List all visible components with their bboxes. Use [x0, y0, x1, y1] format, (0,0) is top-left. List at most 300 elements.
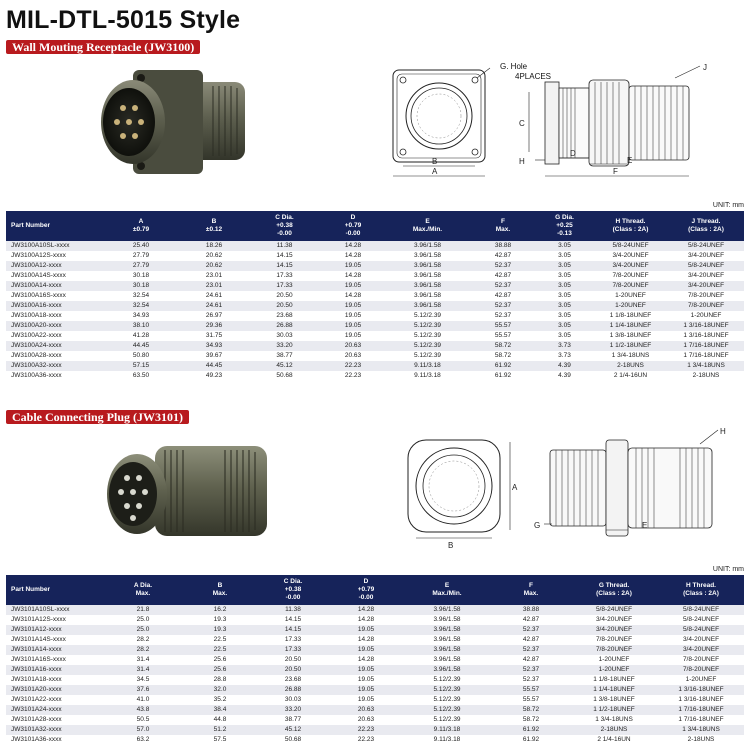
- col-header-d: D +0.79 -0.00: [321, 211, 385, 241]
- plug-table-body: [6, 605, 744, 745]
- table-cell: 3.96/1.58: [385, 251, 470, 261]
- table-row: [6, 625, 744, 635]
- table-cell: 5.12/2.39: [385, 331, 470, 341]
- table-cell: 3.05: [536, 291, 593, 301]
- table-cell: 55.57: [492, 685, 570, 695]
- table-cell: 25.0: [102, 615, 184, 625]
- part-number-cell: JW3100A36-xxxx: [6, 371, 102, 381]
- table-cell: 14.28: [330, 605, 402, 615]
- table-cell: 52.37: [492, 645, 570, 655]
- table-cell: 61.92: [470, 371, 536, 381]
- table-cell: 21.8: [102, 605, 184, 615]
- table-cell: 33.20: [248, 341, 321, 351]
- table-cell: 17.33: [248, 271, 321, 281]
- table-cell: 1-20UNEF: [570, 655, 658, 665]
- col-header-e: E Max./Min.: [402, 575, 492, 605]
- table-row: [6, 605, 744, 615]
- table-cell: 23.68: [256, 675, 330, 685]
- col-header-d: D +0.79 -0.00: [330, 575, 402, 605]
- table-cell: 1 1/2-18UNEF: [570, 705, 658, 715]
- table-cell: 24.61: [180, 291, 248, 301]
- table-row: [6, 341, 744, 351]
- table-cell: 22.23: [321, 371, 385, 381]
- table-cell: 14.28: [321, 271, 385, 281]
- table-cell: 58.72: [470, 351, 536, 361]
- table-cell: 3.05: [536, 241, 593, 251]
- table-cell: 1 3/16-18UNEF: [668, 331, 744, 341]
- table-cell: 2-18UNS: [593, 361, 668, 371]
- table-cell: 38.88: [470, 241, 536, 251]
- table-cell: 2-18UNS: [570, 725, 658, 735]
- table-cell: 1 3/4-18UNS: [593, 351, 668, 361]
- table-cell: 52.37: [492, 625, 570, 635]
- receptacle-spec-table: [6, 211, 744, 381]
- plug-unit-label: UNIT: mm: [712, 566, 744, 573]
- table-cell: 5.12/2.39: [402, 705, 492, 715]
- table-cell: 19.05: [321, 301, 385, 311]
- table-cell: 3.96/1.58: [385, 261, 470, 271]
- table-cell: 19.05: [330, 645, 402, 655]
- table-cell: 52.37: [470, 301, 536, 311]
- table-cell: 30.03: [248, 331, 321, 341]
- table-cell: 20.50: [256, 665, 330, 675]
- col-header-f: F Max.: [492, 575, 570, 605]
- table-cell: 2-18UNS: [658, 735, 744, 745]
- table-row: [6, 685, 744, 695]
- table-row: [6, 361, 744, 371]
- table-cell: 7/8-20UNEF: [593, 281, 668, 291]
- table-cell: 52.37: [470, 311, 536, 321]
- table-cell: 3.96/1.58: [402, 655, 492, 665]
- col-header-j: J Thread. (Class : 2A): [668, 211, 744, 241]
- part-number-cell: JW3101A12S-xxxx: [6, 615, 102, 625]
- table-cell: 3.05: [536, 271, 593, 281]
- table-cell: 61.92: [492, 725, 570, 735]
- table-cell: 3.96/1.58: [402, 645, 492, 655]
- table-cell: 3.96/1.58: [385, 271, 470, 281]
- table-cell: 14.15: [256, 615, 330, 625]
- table-cell: 3.96/1.58: [385, 241, 470, 251]
- table-cell: 1 7/16-18UNEF: [668, 351, 744, 361]
- table-row: [6, 261, 744, 271]
- table-cell: 14.28: [321, 291, 385, 301]
- table-row: [6, 725, 744, 735]
- part-number-cell: JW3100A14-xxxx: [6, 281, 102, 291]
- table-cell: 17.33: [256, 645, 330, 655]
- dim-label-4places: 4PLACES: [515, 72, 552, 81]
- table-cell: 3.73: [536, 341, 593, 351]
- table-cell: 5.12/2.39: [402, 695, 492, 705]
- table-cell: 1 3/16-18UNEF: [668, 321, 744, 331]
- part-number-cell: JW3101A14-xxxx: [6, 645, 102, 655]
- table-cell: 63.2: [102, 735, 184, 745]
- table-cell: 4.39: [536, 371, 593, 381]
- table-cell: 19.05: [330, 695, 402, 705]
- part-number-cell: JW3101A18-xxxx: [6, 675, 102, 685]
- table-cell: 44.45: [102, 341, 180, 351]
- table-cell: 25.6: [184, 665, 256, 675]
- table-row: [6, 251, 744, 261]
- table-cell: 3.96/1.58: [402, 605, 492, 615]
- table-cell: 25.40: [102, 241, 180, 251]
- table-cell: 20.50: [256, 655, 330, 665]
- table-cell: 58.72: [492, 715, 570, 725]
- table-cell: 42.87: [470, 271, 536, 281]
- table-cell: 25.0: [102, 625, 184, 635]
- table-cell: 11.38: [248, 241, 321, 251]
- table-cell: 1 7/16-18UNEF: [658, 705, 744, 715]
- table-row: [6, 271, 744, 281]
- table-cell: 9.11/3.18: [385, 371, 470, 381]
- part-number-cell: JW3100A32-xxxx: [6, 361, 102, 371]
- table-cell: 1 1/4-18UNEF: [593, 321, 668, 331]
- table-row: [6, 321, 744, 331]
- table-cell: 44.45: [180, 361, 248, 371]
- table-cell: 26.88: [256, 685, 330, 695]
- table-cell: 7/8-20UNEF: [593, 271, 668, 281]
- table-cell: 7/8-20UNEF: [570, 635, 658, 645]
- table-cell: 2-18UNS: [668, 371, 744, 381]
- table-cell: 3.96/1.58: [385, 281, 470, 291]
- table-cell: 20.63: [330, 705, 402, 715]
- table-cell: 38.77: [248, 351, 321, 361]
- table-cell: 3/4-20UNEF: [668, 281, 744, 291]
- table-cell: 26.97: [180, 311, 248, 321]
- table-row: [6, 291, 744, 301]
- table-cell: 28.8: [184, 675, 256, 685]
- table-cell: 5.12/2.39: [385, 311, 470, 321]
- table-cell: 52.37: [492, 675, 570, 685]
- table-cell: 20.63: [321, 341, 385, 351]
- table-cell: 28.2: [102, 645, 184, 655]
- plug-front-view-drawing: [398, 430, 528, 550]
- table-cell: 5/8-24UNEF: [668, 241, 744, 251]
- col-header-a: A ±0.79: [102, 211, 180, 241]
- table-cell: 3.05: [536, 281, 593, 291]
- table-cell: 19.05: [321, 331, 385, 341]
- table-cell: 31.75: [180, 331, 248, 341]
- table-cell: 45.12: [256, 725, 330, 735]
- dim-label-d: D: [570, 149, 576, 158]
- table-cell: 32.54: [102, 291, 180, 301]
- table-cell: 33.20: [256, 705, 330, 715]
- page-title: MIL-DTL-5015 Style: [6, 6, 241, 34]
- table-cell: 52.37: [470, 281, 536, 291]
- dim-label-a: A: [432, 167, 438, 176]
- table-cell: 3.96/1.58: [402, 625, 492, 635]
- table-cell: 1-20UNEF: [570, 665, 658, 675]
- table-cell: 22.23: [330, 735, 402, 745]
- table-cell: 3.96/1.58: [402, 665, 492, 675]
- table-cell: 3/4-20UNEF: [658, 635, 744, 645]
- table-cell: 3.96/1.58: [402, 635, 492, 645]
- dim-label-h: H: [519, 157, 525, 166]
- table-cell: 57.5: [184, 735, 256, 745]
- part-number-cell: JW3100A16S-xxxx: [6, 291, 102, 301]
- table-cell: 61.92: [470, 361, 536, 371]
- table-row: [6, 241, 744, 251]
- table-row: [6, 715, 744, 725]
- receptacle-unit-label: UNIT: mm: [712, 202, 744, 209]
- table-cell: 5.12/2.39: [402, 675, 492, 685]
- table-cell: 3.96/1.58: [402, 615, 492, 625]
- table-cell: 38.4: [184, 705, 256, 715]
- plug-section-header: Cable Connecting Plug (JW3101): [6, 410, 189, 424]
- table-cell: 7/8-20UNEF: [668, 301, 744, 311]
- table-cell: 5.12/2.39: [402, 715, 492, 725]
- table-cell: 3.05: [536, 261, 593, 271]
- table-cell: 5/8-24UNEF: [593, 241, 668, 251]
- table-cell: 20.50: [248, 291, 321, 301]
- table-row: [6, 301, 744, 311]
- table-cell: 9.11/3.18: [385, 361, 470, 371]
- table-cell: 1 3/4-18UNS: [668, 361, 744, 371]
- table-cell: 31.4: [102, 665, 184, 675]
- table-cell: 20.63: [321, 351, 385, 361]
- table-row: [6, 635, 744, 645]
- table-cell: 14.28: [330, 635, 402, 645]
- part-number-cell: JW3100A12S-xxxx: [6, 251, 102, 261]
- table-cell: 1 3/4-18UNS: [658, 725, 744, 735]
- part-number-cell: JW3100A24-xxxx: [6, 341, 102, 351]
- table-cell: 22.23: [321, 361, 385, 371]
- table-row: [6, 371, 744, 381]
- table-cell: 17.33: [256, 635, 330, 645]
- table-cell: 3/4-20UNEF: [570, 625, 658, 635]
- col-header-e: E Max./Min.: [385, 211, 470, 241]
- table-cell: 35.2: [184, 695, 256, 705]
- col-header-b: B ±0.12: [180, 211, 248, 241]
- part-number-cell: JW3100A16-xxxx: [6, 301, 102, 311]
- table-cell: 18.26: [180, 241, 248, 251]
- table-cell: 1 1/2-18UNEF: [593, 341, 668, 351]
- table-cell: 19.05: [330, 625, 402, 635]
- table-cell: 3.05: [536, 321, 593, 331]
- table-cell: 23.01: [180, 271, 248, 281]
- receptacle-photo: [95, 60, 265, 185]
- dim-label-j: J: [703, 63, 707, 72]
- table-cell: 3/4-20UNEF: [668, 271, 744, 281]
- plug-spec-table: [6, 575, 744, 745]
- col-header-part-number: Part Number: [6, 575, 102, 605]
- table-row: [6, 695, 744, 705]
- dim-label-plug-g: G: [534, 521, 541, 530]
- table-row: [6, 615, 744, 625]
- col-header-a: A Dia. Max.: [102, 575, 184, 605]
- table-cell: 26.88: [248, 321, 321, 331]
- col-header-c: C Dia. +0.38 -0.00: [256, 575, 330, 605]
- table-cell: 19.05: [321, 321, 385, 331]
- part-number-cell: JW3101A20-xxxx: [6, 685, 102, 695]
- table-cell: 27.79: [102, 261, 180, 271]
- part-number-cell: JW3101A36-xxxx: [6, 735, 102, 745]
- table-cell: 14.28: [330, 655, 402, 665]
- table-cell: 34.93: [102, 311, 180, 321]
- table-row: [6, 675, 744, 685]
- col-header-g: G Dia. +0.25 -0.13: [536, 211, 593, 241]
- table-cell: 1 7/16-18UNEF: [668, 341, 744, 351]
- dim-label-plug-a: A: [512, 483, 518, 492]
- table-cell: 3/4-20UNEF: [593, 261, 668, 271]
- table-cell: 1 3/16-18UNEF: [658, 695, 744, 705]
- part-number-cell: JW3101A12-xxxx: [6, 625, 102, 635]
- table-cell: 1 3/16-18UNEF: [658, 685, 744, 695]
- table-row: [6, 281, 744, 291]
- part-number-cell: JW3101A16S-xxxx: [6, 655, 102, 665]
- table-cell: 19.05: [330, 675, 402, 685]
- table-cell: 3.96/1.58: [385, 291, 470, 301]
- table-cell: 14.28: [330, 615, 402, 625]
- table-cell: 32.0: [184, 685, 256, 695]
- dim-label-plug-b: B: [448, 541, 454, 550]
- table-cell: 20.50: [248, 301, 321, 311]
- table-cell: 30.18: [102, 281, 180, 291]
- table-cell: 1 3/8-18UNEF: [593, 331, 668, 341]
- table-cell: 42.87: [492, 655, 570, 665]
- table-row: [6, 311, 744, 321]
- part-number-cell: JW3100A28-xxxx: [6, 351, 102, 361]
- table-cell: 3/4-20UNEF: [658, 645, 744, 655]
- table-cell: 4.39: [536, 361, 593, 371]
- table-cell: 5.12/2.39: [385, 351, 470, 361]
- table-cell: 14.28: [321, 241, 385, 251]
- table-cell: 5/8-24UNEF: [570, 605, 658, 615]
- table-cell: 38.88: [492, 605, 570, 615]
- table-cell: 5.12/2.39: [402, 685, 492, 695]
- part-number-cell: JW3101A28-xxxx: [6, 715, 102, 725]
- table-cell: 3.73: [536, 351, 593, 361]
- table-cell: 3.05: [536, 301, 593, 311]
- table-cell: 5/8-24UNEF: [658, 625, 744, 635]
- table-cell: 20.63: [330, 715, 402, 725]
- table-cell: 14.15: [256, 625, 330, 635]
- table-cell: 27.79: [102, 251, 180, 261]
- receptacle-section-header: Wall Mouting Receptacle (JW3100): [6, 40, 200, 54]
- table-cell: 52.37: [470, 261, 536, 271]
- table-cell: 19.05: [321, 261, 385, 271]
- table-cell: 32.54: [102, 301, 180, 311]
- table-cell: 14.15: [248, 261, 321, 271]
- table-cell: 9.11/3.18: [402, 725, 492, 735]
- table-cell: 19.05: [330, 665, 402, 675]
- table-cell: 1 7/16-18UNEF: [658, 715, 744, 725]
- table-cell: 20.62: [180, 261, 248, 271]
- receptacle-table-body: [6, 241, 744, 381]
- table-cell: 28.2: [102, 635, 184, 645]
- table-cell: 1 3/8-18UNEF: [570, 695, 658, 705]
- plug-side-view-drawing: [530, 424, 740, 554]
- table-cell: 58.72: [492, 705, 570, 715]
- table-cell: 7/8-20UNEF: [658, 665, 744, 675]
- receptacle-side-view-drawing: [515, 60, 740, 185]
- col-header-b: B Max.: [184, 575, 256, 605]
- table-cell: 5/8-24UNEF: [668, 261, 744, 271]
- table-cell: 49.23: [180, 371, 248, 381]
- table-row: [6, 645, 744, 655]
- table-cell: 5.12/2.39: [385, 321, 470, 331]
- part-number-cell: JW3101A10SL-xxxx: [6, 605, 102, 615]
- table-cell: 22.5: [184, 645, 256, 655]
- table-cell: 5/8-24UNEF: [658, 615, 744, 625]
- table-cell: 55.57: [492, 695, 570, 705]
- table-row: [6, 655, 744, 665]
- table-cell: 23.68: [248, 311, 321, 321]
- table-cell: 24.61: [180, 301, 248, 311]
- part-number-cell: JW3101A24-xxxx: [6, 705, 102, 715]
- table-cell: 9.11/3.18: [402, 735, 492, 745]
- table-cell: 34.5: [102, 675, 184, 685]
- table-cell: 30.18: [102, 271, 180, 281]
- table-cell: 42.87: [470, 251, 536, 261]
- dim-label-e: E: [627, 156, 633, 165]
- table-row: [6, 705, 744, 715]
- dim-label-c: C: [519, 119, 525, 128]
- table-cell: 1-20UNEF: [593, 291, 668, 301]
- table-cell: 42.87: [492, 615, 570, 625]
- table-cell: 50.68: [256, 735, 330, 745]
- dim-label-plug-e: E: [642, 521, 648, 530]
- col-header-h: H Thread. (Class : 2A): [658, 575, 744, 605]
- receptacle-table-header: [6, 211, 744, 241]
- part-number-cell: JW3101A16-xxxx: [6, 665, 102, 675]
- col-header-c: C Dia. +0.38 -0.00: [248, 211, 321, 241]
- table-cell: 1-20UNEF: [668, 311, 744, 321]
- table-cell: 19.05: [330, 685, 402, 695]
- part-number-cell: JW3100A12-xxxx: [6, 261, 102, 271]
- dim-label-g-hole: G. Hole: [500, 62, 528, 71]
- dim-label-b: B: [432, 157, 438, 166]
- plug-table-header: [6, 575, 744, 605]
- table-cell: 52.37: [492, 665, 570, 675]
- col-header-h: H Thread. (Class : 2A): [593, 211, 668, 241]
- dim-label-f: F: [613, 167, 618, 176]
- table-cell: 2 1/4-16UN: [593, 371, 668, 381]
- part-number-cell: JW3100A22-xxxx: [6, 331, 102, 341]
- table-cell: 31.4: [102, 655, 184, 665]
- table-cell: 16.2: [184, 605, 256, 615]
- table-cell: 1 3/4-18UNS: [570, 715, 658, 725]
- table-cell: 1-20UNEF: [658, 675, 744, 685]
- col-header-g: G Thread. (Class : 2A): [570, 575, 658, 605]
- table-cell: 3.96/1.58: [385, 301, 470, 311]
- part-number-cell: JW3100A10SL-xxxx: [6, 241, 102, 251]
- table-row: [6, 665, 744, 675]
- table-cell: 22.5: [184, 635, 256, 645]
- table-cell: 2 1/4-16UN: [570, 735, 658, 745]
- table-row: [6, 331, 744, 341]
- table-cell: 7/8-20UNEF: [570, 645, 658, 655]
- table-cell: 3/4-20UNEF: [570, 615, 658, 625]
- table-cell: 5.12/2.39: [385, 341, 470, 351]
- table-cell: 44.8: [184, 715, 256, 725]
- table-cell: 63.50: [102, 371, 180, 381]
- col-header-part-number: Part Number: [6, 211, 102, 241]
- table-cell: 19.3: [184, 615, 256, 625]
- table-cell: 43.8: [102, 705, 184, 715]
- table-cell: 17.33: [248, 281, 321, 291]
- table-cell: 55.57: [470, 321, 536, 331]
- table-cell: 7/8-20UNEF: [658, 655, 744, 665]
- part-number-cell: JW3101A22-xxxx: [6, 695, 102, 705]
- part-number-cell: JW3100A18-xxxx: [6, 311, 102, 321]
- table-cell: 3/4-20UNEF: [668, 251, 744, 261]
- receptacle-front-view-drawing: [385, 60, 495, 180]
- table-cell: 29.36: [180, 321, 248, 331]
- table-cell: 51.2: [184, 725, 256, 735]
- table-cell: 41.28: [102, 331, 180, 341]
- table-cell: 14.15: [248, 251, 321, 261]
- plug-photo: [95, 432, 275, 552]
